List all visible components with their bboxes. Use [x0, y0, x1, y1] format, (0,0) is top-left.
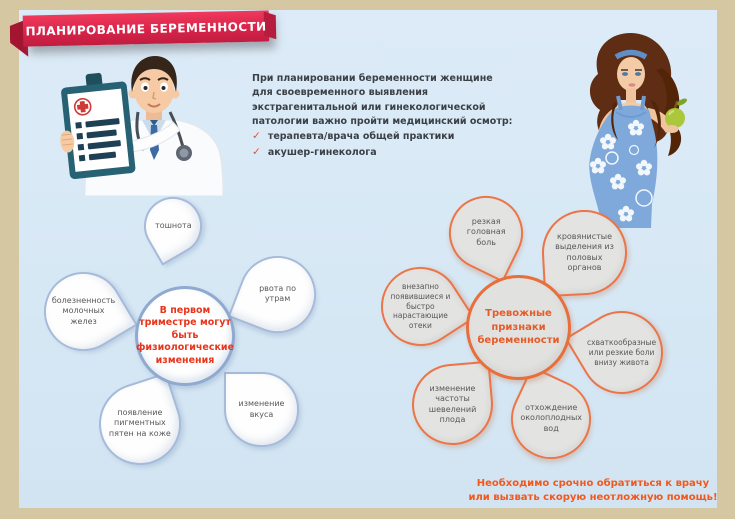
title-ribbon: [23, 10, 270, 46]
first-trimester-center-bubble: [135, 286, 235, 386]
symptom-label: изменение вкуса: [238, 399, 285, 419]
intro-line: экстрагенитальной или гинекологической: [252, 101, 486, 113]
warning-sign-label: изменение частоты шевелений плода: [428, 383, 477, 424]
warning-sign-label: внезапно появившиеся и быстро нарастающие отеки: [390, 282, 451, 331]
pregnant-woman-illustration: [556, 30, 706, 228]
symptom-label: болезненность молочных желез: [51, 295, 116, 326]
warning-sign-label: кровянистые выделения из половых органов: [555, 231, 614, 272]
doctor-illustration: [30, 54, 242, 196]
symptom-label: тошнота: [154, 220, 192, 230]
check-icon: ✓: [252, 145, 261, 158]
intro-text-block: [252, 72, 582, 161]
checklist-item: [252, 129, 582, 145]
cluster-center-label: В первом триместре могут быть физиологические изменения: [135, 305, 235, 366]
cluster-center-label: Тревожные признаки беременности: [477, 308, 560, 347]
emergency-warning-text: [462, 477, 724, 504]
symptom-label: появление пигментных пятен на коже: [109, 408, 171, 439]
intro-line: для своевременного выявления: [252, 87, 429, 99]
check-icon: ✓: [252, 130, 261, 142]
symptom-label: рвота по утрам: [259, 284, 296, 304]
intro-line: патологии важно пройти медицинский осмотр:: [252, 115, 513, 127]
warning-sign-label: резкая головная боль: [466, 217, 506, 248]
warning-sign-label: схваткообразные или резкие боли внизу живота: [586, 337, 657, 367]
emergency-warning-line: Необходимо срочно обратиться к врачу: [476, 478, 710, 489]
clipboard: [54, 70, 136, 180]
checklist-label: терапевта/врача общей практики: [267, 131, 455, 142]
checklist-item: [252, 145, 582, 161]
intro-line: При планировании беременности женщине: [252, 73, 493, 84]
symptom-bubble: [224, 372, 299, 447]
page-title: ПЛАНИРОВАНИЕ БЕРЕМЕННОСТИ: [25, 18, 267, 39]
warning-sign-label: отхождение околоплодных вод: [520, 403, 582, 434]
emergency-warning-line: или вызвать скорую неотложную помощь!: [468, 491, 718, 503]
checklist-label: акушер-гинеколога: [267, 146, 377, 158]
warning-signs-center-bubble: [466, 275, 571, 380]
